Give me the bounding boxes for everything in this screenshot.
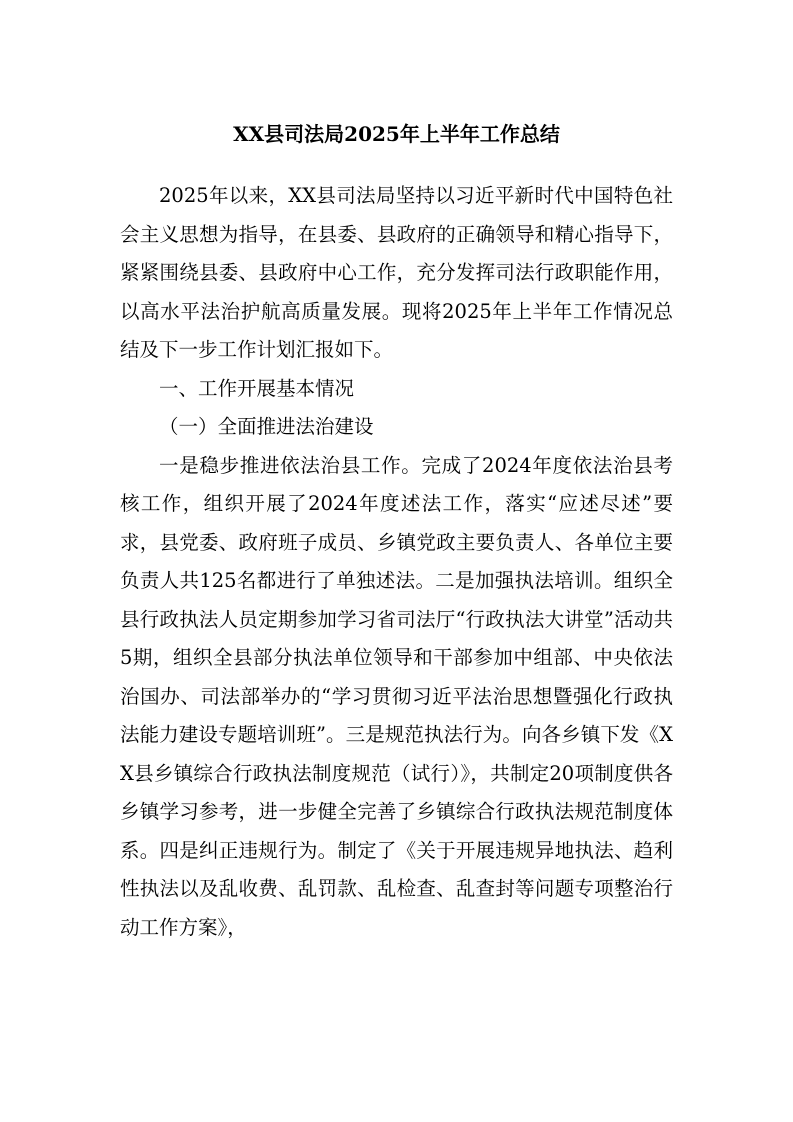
- document-body: [120, 177, 673, 947]
- intro-paragraph: 2025年以来，XX县司法局坚持以习近平新时代中国特色社会主义思想为指导，在县委、县政府的正确领导和精心指导下，紧紧围绕县委、县政府中心工作，充分发挥司法行政职能作用，以高水平法治护航高质量发展。现将2025年上半年工作情况总结及下一步工作计划汇报如下。: [120, 184, 673, 361]
- subsection-heading: （一）全面推进法治建设: [159, 415, 374, 438]
- body-paragraph: 一是稳步推进依法治县工作。完成了2024年度依法治县考核工作，组织开展了2024年度述法工作，落实“应述尽述”要求，县党委、政府班子成员、乡镇党政主要负责人、各单位主要负责人共125名都进行了单独述法。二是加强执法培训。组织全县行政执法人员定期参加学习省司法厅“行政执法大讲堂”活动共5期，组织全县部分执法单位领导和干部参加中组部、中央依法治国办、司法部举办的“学习贯彻习近平法治思想暨强化行政执法能力建设专题培训班”。三是规范执法行为。向各乡镇下发《XX县乡镇综合行政执法制度规范（试行）》，共制定20项制度供各乡镇学习参考，进一步健全完善了乡镇综合行政执法规范制度体系。四是纠正违规行为。制定了《关于开展违规异地执法、趋利性执法以及乱收费、乱罚款、乱检查、乱查封等问题专项整治行动工作方案》，: [120, 453, 673, 939]
- section-heading: 一、工作开展基本情况: [159, 376, 355, 400]
- document-title: XX县司法局2025年上半年工作总结: [233, 122, 560, 146]
